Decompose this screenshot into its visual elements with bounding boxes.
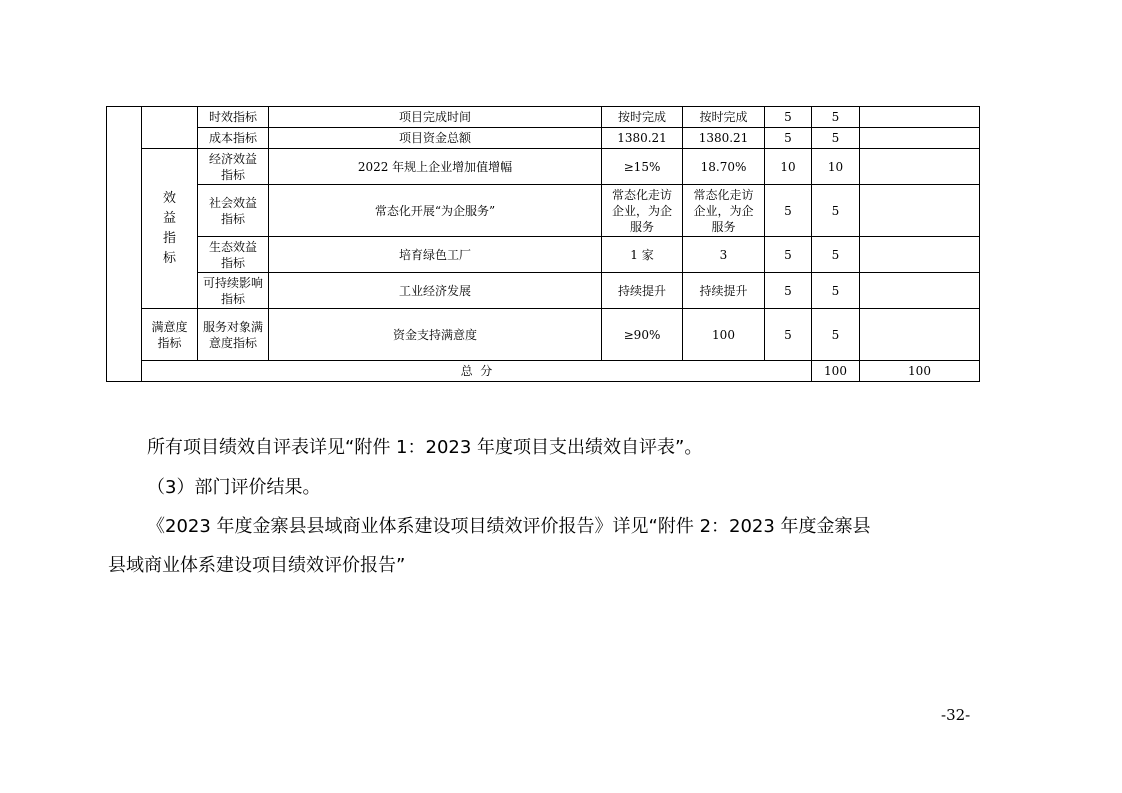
- paragraph-attachment-1: 所有项目绩效自评表详见“附件 1：2023 年度项目支出绩效自评表”。: [147, 437, 703, 458]
- paragraph-department-evaluation: （3）部门评价结果。: [147, 477, 321, 498]
- table-row: [107, 107, 980, 128]
- table-cell-actual: 1380.21: [683, 128, 765, 149]
- table-cell-indicator: 项目完成时间: [269, 107, 602, 128]
- table-cell-target: [602, 185, 683, 237]
- total-label: 总 分: [142, 361, 812, 382]
- table-cell-target: 按时完成: [602, 107, 683, 128]
- performance-table: [106, 106, 980, 382]
- table-cell-blank: [107, 107, 142, 382]
- table-cell-sub-indicator: [198, 309, 269, 361]
- table-cell-actual: 100: [683, 309, 765, 361]
- table-cell-sub-indicator: [198, 237, 269, 273]
- table-cell-target: ≥15%: [602, 149, 683, 185]
- paragraph-report-line-1: 《2023 年度金寨县县域商业体系建设项目绩效评价报告》详见“附件 2：2023 年度金寨县: [147, 516, 871, 537]
- table-cell-category-benefit: [142, 149, 198, 309]
- table-cell-blank: [860, 149, 980, 185]
- table-cell-weight: 10: [765, 149, 812, 185]
- sub-indicator-text: 经济效益指标: [208, 151, 257, 182]
- benefit-label: 效益指标: [163, 190, 177, 266]
- table-cell-blank: [860, 273, 980, 309]
- table-cell-target: 1380.21: [602, 128, 683, 149]
- table-cell-target: 持续提升: [602, 273, 683, 309]
- total-weight: 100: [812, 361, 860, 382]
- actual-text: 常态化走访企业，为企服务: [693, 187, 754, 234]
- table-cell-weight: 5: [765, 237, 812, 273]
- table-cell-indicator: 工业经济发展: [269, 273, 602, 309]
- table-cell-indicator: 培育绿色工厂: [269, 237, 602, 273]
- table-cell-score: 5: [812, 237, 860, 273]
- table-cell-blank: [860, 309, 980, 361]
- table-cell-weight: 5: [765, 128, 812, 149]
- table-cell-sub-indicator: [198, 185, 269, 237]
- sub-indicator-text: 生态效益指标: [208, 239, 257, 270]
- table-cell-score: 5: [812, 273, 860, 309]
- satisfaction-label: 满意度指标: [151, 319, 188, 350]
- sub-indicator-text: 服务对象满意度指标: [202, 319, 263, 350]
- table-cell-sub-indicator: 时效指标: [198, 107, 269, 128]
- table-cell-actual: 按时完成: [683, 107, 765, 128]
- table-cell-score: 10: [812, 149, 860, 185]
- sub-indicator-text: 社会效益指标: [208, 195, 257, 226]
- table-cell-blank: [142, 107, 198, 149]
- sub-indicator-text: 可持续影响指标: [202, 275, 263, 306]
- table-cell-actual: 3: [683, 237, 765, 273]
- paragraph-report-line-2: 县域商业体系建设项目绩效评价报告”: [108, 555, 406, 576]
- table-cell-actual: [683, 185, 765, 237]
- table-cell-blank: [860, 185, 980, 237]
- table-row: [107, 185, 980, 237]
- table-row: [107, 309, 980, 361]
- table-cell-score: 5: [812, 107, 860, 128]
- table-cell-score: 5: [812, 128, 860, 149]
- table-cell-blank: [860, 107, 980, 128]
- table-row: [107, 128, 980, 149]
- table-cell-indicator: 2022 年规上企业增加值增幅: [269, 149, 602, 185]
- table-cell-weight: 5: [765, 309, 812, 361]
- table-cell-blank: [860, 237, 980, 273]
- table-cell-blank: [860, 128, 980, 149]
- table-row: [107, 237, 980, 273]
- page-number: -32-: [941, 706, 971, 724]
- table-cell-target: 1 家: [602, 237, 683, 273]
- table-row-total: [107, 361, 980, 382]
- table-cell-weight: 5: [765, 273, 812, 309]
- table-cell-indicator: 常态化开展“为企服务”: [269, 185, 602, 237]
- target-text: 常态化走访企业，为企服务: [611, 187, 672, 234]
- table-cell-indicator: 资金支持满意度: [269, 309, 602, 361]
- total-score: 100: [860, 361, 980, 382]
- table-cell-indicator: 项目资金总额: [269, 128, 602, 149]
- table-cell-weight: 5: [765, 185, 812, 237]
- table-cell-score: 5: [812, 185, 860, 237]
- table-cell-target: ≥90%: [602, 309, 683, 361]
- table-cell-actual: 持续提升: [683, 273, 765, 309]
- table-row: [107, 273, 980, 309]
- table-cell-actual: 18.70%: [683, 149, 765, 185]
- table-cell-sub-indicator: [198, 149, 269, 185]
- table-row: [107, 149, 980, 185]
- table-cell-sub-indicator: [198, 273, 269, 309]
- table-cell-weight: 5: [765, 107, 812, 128]
- table-cell-category-satisfaction: [142, 309, 198, 361]
- table-cell-score: 5: [812, 309, 860, 361]
- table-cell-sub-indicator: 成本指标: [198, 128, 269, 149]
